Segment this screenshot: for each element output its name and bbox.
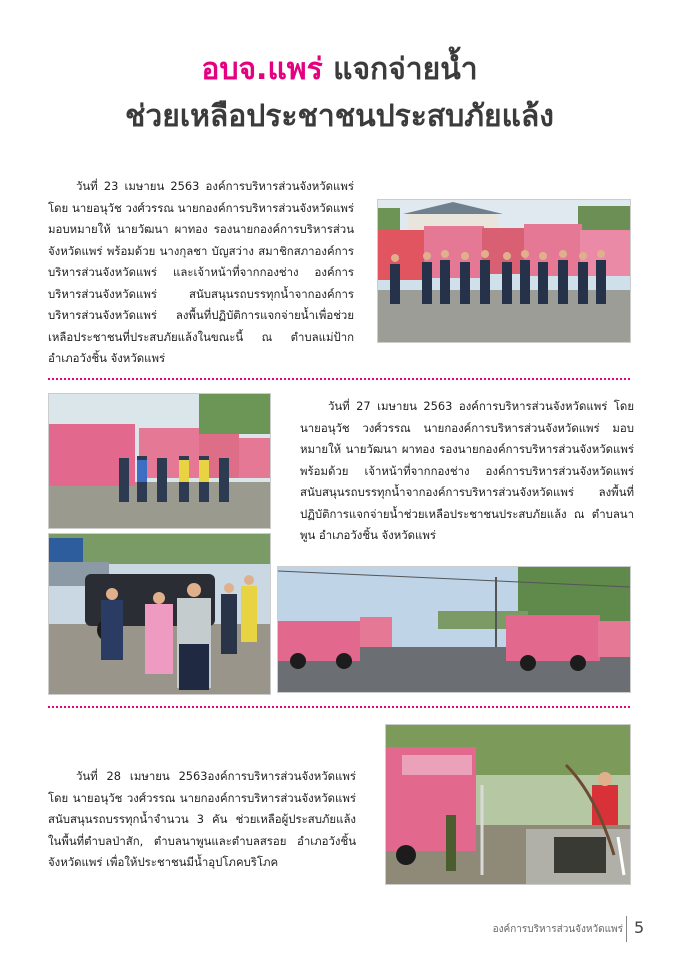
section-divider-1 xyxy=(48,378,630,380)
section-3-text: วันที่ 28 เมษายน 2563องค์การบริหารส่วนจังหวัดแพร่ โดย นายอนุวัช วงศ์วรรณ นายกองค์การบริหารส่วนจังหวัดแพร่ สนับสนุนรถบรรทุกน้ำจำนวน 3 คัน ช่วยเหลือผู้ประสบภัยแล้ง ในพื้นที่ตำบลป่าสัก, ตำบลนาพูนและตำบลสรอย อำเภอวังชิ้น จังหวัดแพร่ เพื่อให้ประชาชนมีน้ำอุปโภคบริโภค xyxy=(48,769,356,869)
section-1-text: วันที่ 23 เมษายน 2563 องค์การบริหารส่วนจังหวัดแพร่ โดย นายอนุวัช วงศ์วรรณ นายกองค์การบริหารส่วนจังหวัดแพร่ มอบหมายให้ นายวัฒนา ผาทอง รองนายกองค์การบริหารส่วนจังหวัดแพร่ พร้อมด้วย นางกุลชา บัญสว่าง สมาชิกสภาองค์การบริหารส่วนจังหวัดแพร่ และเจ้าหน้าที่จากกองช่าง องค์การบริหารส่วนจังหวัดแพร่ สนับสนุนรถบรรทุกน้ำจากองค์การบริหารส่วนจังหวัดแพร่ ลงพื้นที่ปฏิบัติการแจกจ่ายน้ำเพื่อช่วยเหลือประชาชนที่ประสบภัยแล้งในขณะนี้ ณ ตำบลแม่ป้าก อำเภอวังชิ้น จังหวัดแพร่ xyxy=(48,179,354,365)
photo-water-tank xyxy=(385,724,631,885)
photo-trucks-group-1 xyxy=(377,199,631,343)
section-2-text: วันที่ 27 เมษายน 2563 องค์การบริหารส่วนจังหวัดแพร่ โดย นายอนุวัช วงศ์วรรณ นายกองค์การบริหารส่วนจังหวัดแพร่ มอบหมายให้ นายวัฒนา ผาทอง รองนายกองค์การบริหารส่วนจังหวัดแพร่ พร้อมด้วย เจ้าหน้าที่จากกองช่าง องค์การบริหารส่วนจังหวัดแพร่ สนับสนุนรถบรรทุกน้ำจากองค์การบริหารส่วนจังหวัดแพร่ ลงพื้นที่ปฏิบัติการแจกจ่ายน้ำช่วยเหลือประชาชนประสบภัยแล้ง ณ ตำบลนาพูน อำเภอวังชิ้น จังหวัดแพร่ xyxy=(300,399,634,542)
photo-trucks-road xyxy=(277,566,631,693)
page-subtitle: ช่วยเหลือประชาชนประสบภัยแล้ง xyxy=(125,99,554,134)
photo-trucks-group-2 xyxy=(48,393,271,529)
title-rest: แจกจ่ายน้ำ xyxy=(333,52,478,87)
section-divider-2 xyxy=(48,706,630,708)
title-highlight: อบจ.แพร่ xyxy=(201,52,323,87)
footer-org: องค์การบริหารส่วนจังหวัดแพร่ xyxy=(492,924,623,935)
footer-divider xyxy=(626,916,627,942)
photo-pickup-truck xyxy=(48,533,271,695)
page-number: 5 xyxy=(634,918,645,937)
page-title xyxy=(0,50,679,90)
